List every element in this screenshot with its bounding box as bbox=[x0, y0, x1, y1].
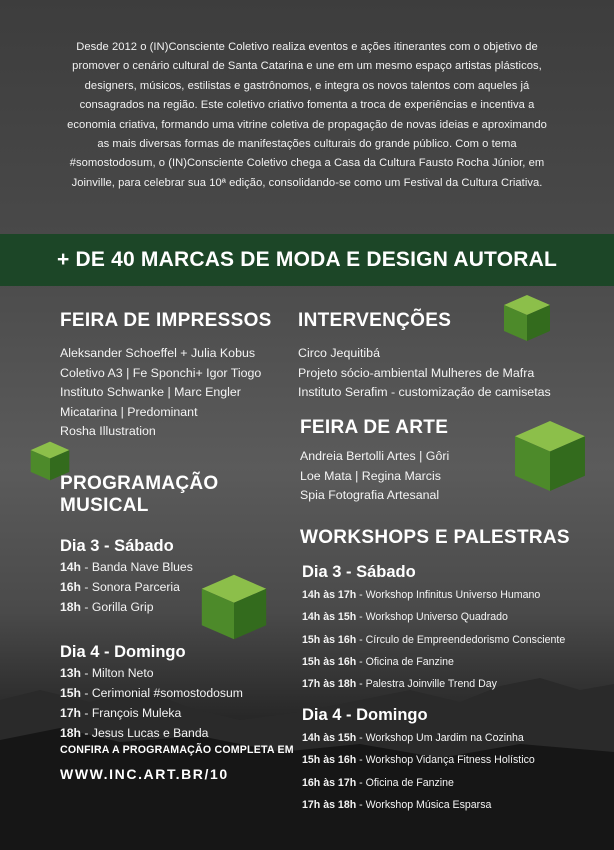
feira-arte-title: FEIRA DE ARTE bbox=[300, 417, 449, 438]
programacao-title-line: PROGRAMAÇÃO bbox=[60, 473, 219, 494]
schedule-item: 17h - François Muleka bbox=[60, 706, 182, 720]
intro-line: #somostodosum, o (IN)Consciente Coletivo chega a Casa da Cultura Fausto Rocha Júnior, em bbox=[69, 157, 545, 170]
brands-banner-text: + DE 40 MARCAS DE MODA E DESIGN AUTORAL bbox=[57, 248, 557, 271]
workshops-title: WORKSHOPS E PALESTRAS bbox=[300, 527, 570, 548]
music-day-label: Dia 3 - Sábado bbox=[60, 537, 174, 555]
programacao-title-line: MUSICAL bbox=[60, 495, 149, 516]
schedule-item: 18h - Jesus Lucas e Banda bbox=[60, 726, 209, 740]
schedule-item: 13h - Milton Neto bbox=[60, 666, 154, 680]
brands-banner bbox=[0, 234, 614, 286]
intro-line: Joinville, para celebrar sua 10ª edição, consolidando-se como um Festival da Cultura Criativa. bbox=[71, 176, 543, 189]
list-item: Coletivo A3 | Fe Sponchi+ Igor Tiogo bbox=[60, 365, 262, 380]
list-item: Spia Fotografia Artesanal bbox=[300, 488, 440, 503]
list-item: Rosha Illustration bbox=[60, 424, 156, 439]
intro-paragraph bbox=[30, 38, 584, 193]
feira-arte-list bbox=[300, 447, 449, 506]
list-item: Loe Mata | Regina Marcis bbox=[300, 468, 441, 483]
schedule-item: 15h às 16h - Workshop Vidança Fitness Holístico bbox=[302, 754, 535, 767]
intro-line: designers, músicos, estilistas e gastrônomos, e integra os novos talentos com aqueles já bbox=[84, 79, 530, 92]
list-item: Micatarina | Predominant bbox=[60, 404, 198, 419]
workshop-day-schedule bbox=[302, 727, 535, 816]
website-link[interactable]: WWW.INC.ART.BR/10 bbox=[60, 766, 229, 782]
schedule-item: 16h - Sonora Parceria bbox=[60, 580, 180, 594]
confira-text: CONFIRA A PROGRAMAÇÃO COMPLETA EM bbox=[60, 744, 294, 756]
intro-line: consagrados na região. Este coletivo criativo fomenta a troca de experiências e incentiva a bbox=[79, 99, 535, 112]
intervencoes-list bbox=[298, 344, 551, 403]
moss-cube-icon bbox=[199, 572, 269, 642]
intro-line: promover o cenário cultural de Santa Catarina e une em um mesmo espaço artistas plásticos, bbox=[72, 60, 542, 73]
schedule-item: 14h às 15h - Workshop Um Jardim na Cozinha bbox=[302, 732, 524, 744]
schedule-item: 15h - Cerimonial #somostodosum bbox=[60, 686, 243, 700]
feira-impressos-list bbox=[60, 344, 261, 442]
workshop-day-label: Dia 4 - Domingo bbox=[302, 706, 428, 724]
schedule-item: 17h às 18h - Workshop Música Esparsa bbox=[302, 798, 492, 811]
list-item: Instituto Serafim - customização de camisetas bbox=[298, 385, 551, 400]
music-day-schedule bbox=[60, 557, 193, 617]
schedule-item: 14h - Banda Nave Blues bbox=[60, 560, 193, 574]
list-item: Aleksander Schoeffel + Julia Kobus bbox=[60, 346, 256, 360]
schedule-item: 18h - Gorilla Grip bbox=[60, 600, 154, 614]
list-item: Instituto Schwanke | Marc Engler bbox=[60, 385, 241, 400]
schedule-item: 15h às 16h - Círculo de Empreendedorismo Consciente bbox=[302, 633, 566, 646]
schedule-item: 14h às 15h - Workshop Universo Quadrado bbox=[302, 611, 508, 624]
intro-line: Desde 2012 o (IN)Consciente Coletivo realiza eventos e ações itinerantes com o objetivo de bbox=[76, 41, 538, 53]
music-day-label: Dia 4 - Domingo bbox=[60, 643, 186, 661]
list-item: Circo Jequitibá bbox=[298, 346, 380, 360]
workshop-day-schedule bbox=[302, 584, 565, 695]
schedule-item: 17h às 18h - Palestra Joinville Trend Day bbox=[302, 678, 497, 691]
intro-line: as mais diversas formas de manifestações culturais do grande público. Com o tema bbox=[97, 138, 517, 151]
workshop-day-label: Dia 3 - Sábado bbox=[302, 563, 416, 581]
schedule-item: 14h às 17h - Workshop Infinitus Universo Humano bbox=[302, 589, 541, 601]
moss-cube-icon bbox=[502, 293, 552, 343]
intro-line: economia criativa, formando uma vitrine coletiva de propagação de novas ideias e aproximando bbox=[67, 118, 547, 131]
programacao-title bbox=[60, 473, 218, 517]
list-item: Projeto sócio-ambiental Mulheres de Mafra bbox=[298, 365, 535, 380]
moss-cube-icon bbox=[512, 418, 588, 494]
schedule-item: 16h às 17h - Oficina de Fanzine bbox=[302, 776, 454, 789]
schedule-item: 15h às 16h - Oficina de Fanzine bbox=[302, 655, 454, 668]
feira-impressos-title: FEIRA DE IMPRESSOS bbox=[60, 310, 272, 331]
music-day-schedule bbox=[60, 663, 243, 743]
intervencoes-title: INTERVENÇÕES bbox=[298, 310, 452, 331]
list-item: Andreia Bertolli Artes | Gôri bbox=[300, 449, 450, 463]
